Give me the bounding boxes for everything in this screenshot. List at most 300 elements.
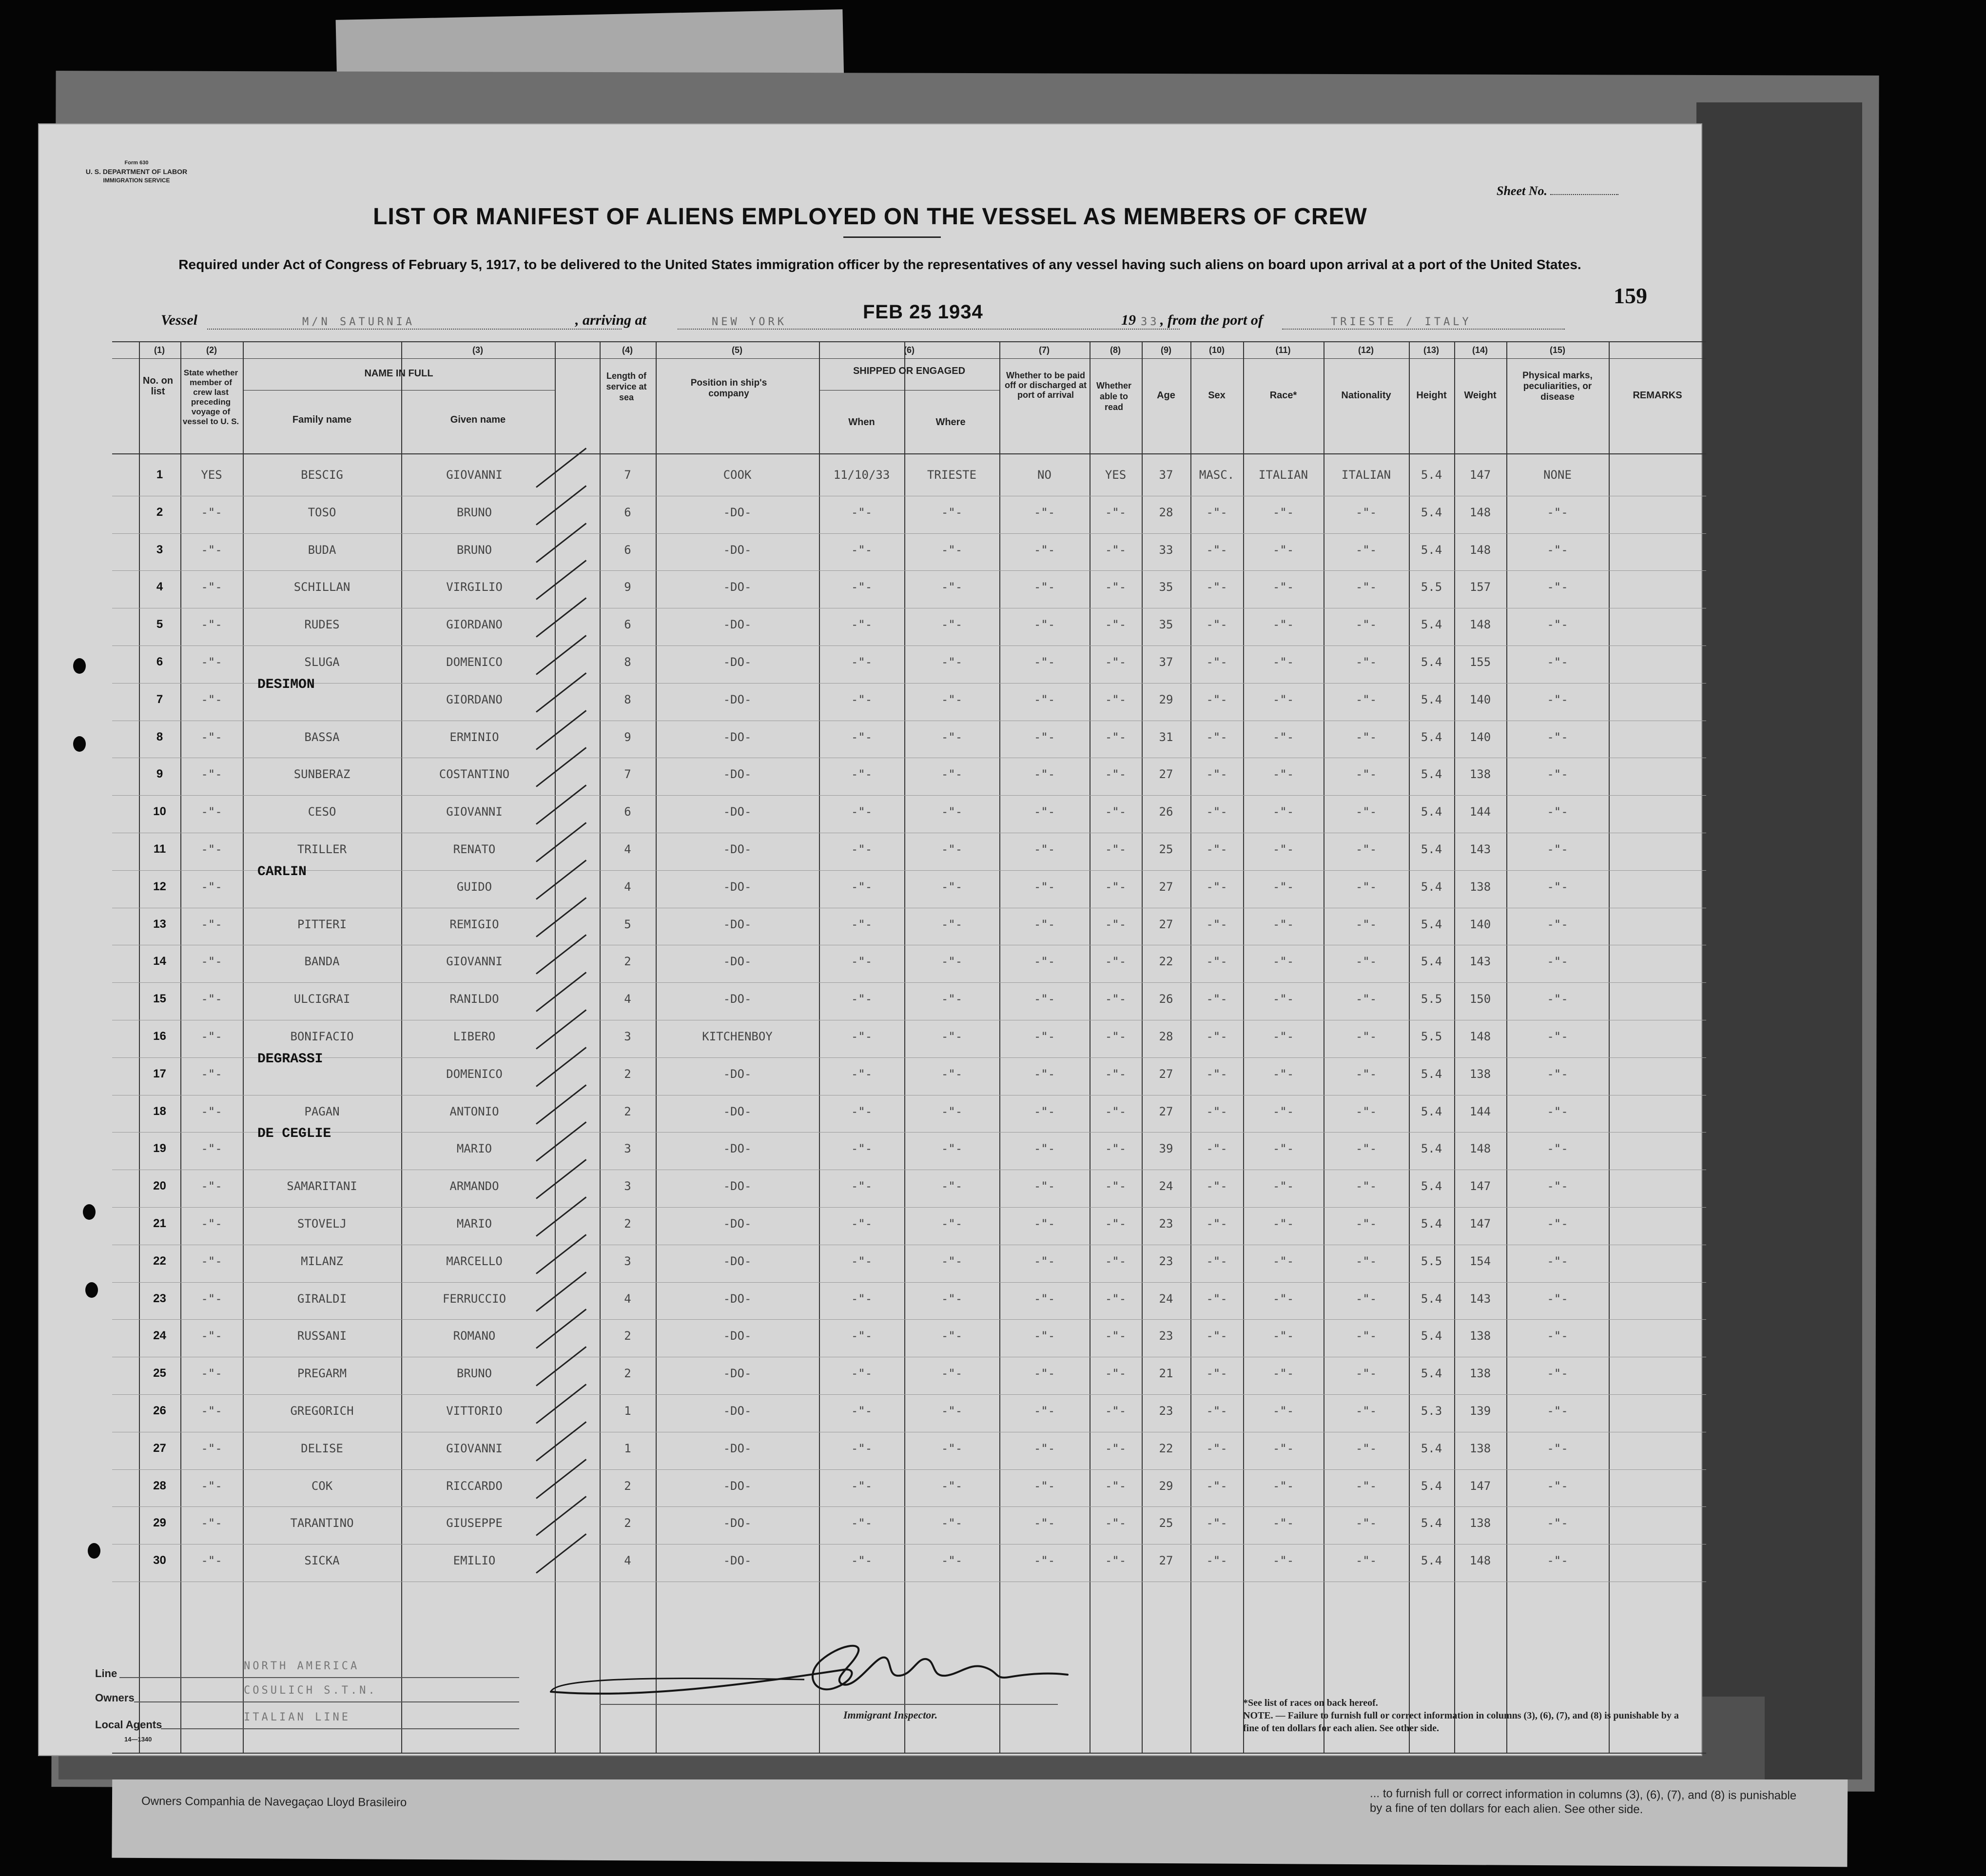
cell-race: -"- [1272, 1329, 1294, 1343]
cell-family: DE CEGLIE [257, 1126, 331, 1142]
cell-pos: -DO- [723, 917, 752, 931]
cell-given: MARIO [456, 1217, 492, 1231]
cell-prev: -"- [201, 1291, 222, 1306]
cell-race: -"- [1272, 1217, 1294, 1231]
cell-family: STOVELJ [297, 1217, 347, 1231]
header-no-on-list: No. on list [142, 375, 174, 397]
cell-when: -"- [851, 1479, 873, 1493]
cell-len: 8 [624, 692, 631, 706]
cell-nat: -"- [1355, 692, 1377, 706]
cell-family: TRILLER [297, 842, 347, 856]
cell-len: 2 [624, 1067, 631, 1081]
cell-age: 27 [1159, 1104, 1173, 1118]
cell-given: RENATO [453, 842, 496, 856]
cell-marks: -"- [1547, 1291, 1568, 1306]
cell-given: GUIDO [456, 879, 492, 894]
cell-race: -"- [1272, 730, 1294, 744]
cell-race: -"- [1272, 1179, 1294, 1193]
cell-when: -"- [851, 1179, 873, 1193]
cell-prev: -"- [201, 1441, 222, 1455]
cell-no: 6 [156, 655, 163, 668]
cell-prev: -"- [201, 1179, 222, 1193]
cell-weight: 140 [1469, 730, 1491, 744]
cell-height: 5.3 [1421, 1404, 1442, 1418]
cell-marks: -"- [1547, 842, 1568, 856]
cell-when: -"- [851, 1104, 873, 1118]
cell-height: 5.4 [1421, 655, 1442, 669]
cell-marks: -"- [1547, 543, 1568, 557]
cell-sex: -"- [1206, 1367, 1227, 1381]
cell-marks: -"- [1547, 730, 1568, 744]
cell-family: MILANZ [301, 1254, 343, 1268]
header-length-service: Length of service at sea [606, 371, 647, 402]
cell-nat: -"- [1355, 730, 1377, 744]
cell-age: 24 [1159, 1179, 1173, 1193]
cell-sex: -"- [1206, 1142, 1227, 1156]
cell-prev: -"- [201, 1067, 222, 1081]
cell-given: ROMANO [453, 1329, 496, 1343]
header-physical-marks: Physical marks, peculiarities, or disease [1522, 371, 1593, 402]
cell-weight: 148 [1469, 1554, 1491, 1568]
cell-pos: -DO- [723, 842, 752, 856]
arriving-label: , arriving at [575, 312, 646, 328]
cell-when: -"- [851, 543, 873, 557]
cell-race: -"- [1272, 580, 1294, 594]
cell-pos: -DO- [723, 1479, 752, 1493]
cell-nat: -"- [1355, 618, 1377, 632]
cell-age: 23 [1159, 1254, 1173, 1268]
cell-read: -"- [1105, 1441, 1127, 1455]
cell-paid: -"- [1033, 992, 1055, 1006]
cell-sex: MASC. [1199, 468, 1235, 482]
cell-sex: -"- [1206, 955, 1227, 969]
cell-family: COK [311, 1479, 333, 1493]
page-number: 159 [1614, 283, 1647, 308]
cell-when: -"- [851, 1254, 873, 1268]
cell-nat: -"- [1355, 1441, 1377, 1455]
cell-when: -"- [851, 1217, 873, 1231]
cell-race: -"- [1272, 1479, 1294, 1493]
cell-race: -"- [1272, 1030, 1294, 1043]
cell-len: 6 [624, 805, 631, 819]
cell-race: -"- [1272, 917, 1294, 931]
cell-given: BRUNO [456, 505, 492, 519]
cell-when: -"- [851, 842, 873, 856]
cell-read: -"- [1105, 1217, 1127, 1231]
cell-nat: -"- [1355, 992, 1377, 1006]
cell-prev: -"- [201, 917, 222, 931]
cell-weight: 138 [1469, 1441, 1491, 1455]
cell-pos: -DO- [723, 1104, 752, 1118]
cell-read: -"- [1105, 1067, 1127, 1081]
port-label: , from the port of [1160, 312, 1263, 328]
cell-weight: 154 [1469, 1254, 1491, 1268]
cell-race: -"- [1272, 805, 1294, 819]
cell-marks: -"- [1547, 1441, 1568, 1455]
agents-label: Local Agents [95, 1719, 162, 1731]
cell-given: ERMINIO [449, 730, 499, 744]
cell-weight: 138 [1469, 767, 1491, 782]
cell-paid: -"- [1033, 767, 1055, 782]
cell-prev: -"- [201, 1329, 222, 1343]
cell-paid: -"- [1033, 917, 1055, 931]
cell-prev: -"- [201, 1030, 222, 1043]
cell-prev: -"- [201, 1217, 222, 1231]
cell-len: 9 [624, 730, 631, 744]
cell-height: 5.4 [1421, 618, 1442, 632]
cell-family: BONIFACIO [290, 1030, 354, 1043]
cell-pos: -DO- [723, 1367, 752, 1381]
cell-len: 4 [624, 992, 631, 1006]
cell-race: -"- [1272, 1516, 1294, 1530]
cell-family: DELISE [301, 1441, 343, 1455]
cell-height: 5.4 [1421, 1479, 1442, 1493]
cell-sex: -"- [1206, 842, 1227, 856]
cell-sex: -"- [1206, 879, 1227, 894]
cell-weight: 138 [1469, 1329, 1491, 1343]
cell-marks: -"- [1547, 1479, 1568, 1493]
column-number: (1) [154, 345, 165, 355]
title-underline [843, 236, 941, 238]
cell-race: -"- [1272, 1404, 1294, 1418]
cell-nat: -"- [1355, 1104, 1377, 1118]
cell-height: 5.4 [1421, 1441, 1442, 1455]
cell-age: 23 [1159, 1217, 1173, 1231]
cell-marks: -"- [1547, 1179, 1568, 1193]
cell-prev: -"- [201, 580, 222, 594]
cell-nat: -"- [1355, 879, 1377, 894]
cell-age: 35 [1159, 580, 1173, 594]
cell-when: -"- [851, 767, 873, 782]
cell-age: 26 [1159, 992, 1173, 1006]
year-suffix: 33 [1141, 316, 1160, 328]
cell-pos: -DO- [723, 730, 752, 744]
manifest-sheet [39, 124, 1701, 1755]
cell-height: 5.4 [1421, 692, 1442, 706]
cell-read: -"- [1105, 842, 1127, 856]
cell-len: 9 [624, 580, 631, 594]
cell-read: -"- [1105, 505, 1127, 519]
cell-race: -"- [1272, 692, 1294, 706]
cell-weight: 147 [1469, 1479, 1491, 1493]
cell-nat: -"- [1355, 1217, 1377, 1231]
cell-pos: -DO- [723, 1516, 752, 1530]
cell-height: 5.4 [1421, 805, 1442, 819]
cell-weight: 148 [1469, 543, 1491, 557]
cell-len: 4 [624, 1554, 631, 1568]
cell-sex: -"- [1206, 1067, 1227, 1081]
cell-prev: -"- [201, 1404, 222, 1418]
column-number: (11) [1275, 345, 1291, 355]
cell-read: -"- [1105, 767, 1127, 782]
cell-len: 2 [624, 1516, 631, 1530]
cell-pos: -DO- [723, 1329, 752, 1343]
cell-family: GREGORICH [290, 1404, 354, 1418]
cell-paid: -"- [1033, 505, 1055, 519]
page-title: LIST OR MANIFEST OF ALIENS EMPLOYED ON THE VESSEL AS MEMBERS OF CREW [373, 204, 1367, 230]
cell-read: -"- [1105, 730, 1127, 744]
cell-read: -"- [1105, 805, 1127, 819]
cell-given: LIBERO [453, 1030, 496, 1043]
cell-age: 27 [1159, 1554, 1173, 1568]
agents-value: ITALIAN LINE [244, 1711, 350, 1723]
cell-where: -"- [941, 1329, 963, 1343]
header-position: Position in ship's company [690, 378, 767, 399]
cell-pos: -DO- [723, 1404, 752, 1418]
cell-pos: -DO- [723, 580, 752, 594]
line-label: Line [95, 1667, 117, 1680]
back-sheet-note: ... to furnish full or correct information in columns (3), (6), (7), and (8) is punishable by a fine of ten dollars for each alien. See other side. [1369, 1787, 1797, 1817]
cell-read: -"- [1105, 1254, 1127, 1268]
cell-len: 4 [624, 1291, 631, 1306]
cell-where: -"- [941, 1030, 963, 1043]
cell-pos: -DO- [723, 805, 752, 819]
cell-height: 5.4 [1421, 955, 1442, 969]
cell-len: 6 [624, 543, 631, 557]
cell-nat: -"- [1355, 805, 1377, 819]
cell-race: -"- [1272, 992, 1294, 1006]
cell-prev: -"- [201, 543, 222, 557]
cell-paid: -"- [1033, 1329, 1055, 1343]
cell-given: GIUSEPPE [446, 1516, 503, 1530]
cell-read: -"- [1105, 1142, 1127, 1156]
cell-marks: -"- [1547, 505, 1568, 519]
cell-marks: -"- [1547, 1104, 1568, 1118]
cell-when: -"- [851, 917, 873, 931]
cell-paid: -"- [1033, 1067, 1055, 1081]
cell-family: ULCIGRAI [293, 992, 350, 1006]
cell-age: 23 [1159, 1404, 1173, 1418]
cell-race: -"- [1272, 1554, 1294, 1568]
cell-no: 19 [153, 1142, 166, 1155]
cell-no: 15 [153, 992, 166, 1006]
cell-where: -"- [941, 1441, 963, 1455]
cell-when: -"- [851, 1367, 873, 1381]
cell-paid: -"- [1033, 1516, 1055, 1530]
header-nationality: Nationality [1341, 390, 1391, 401]
cell-nat: -"- [1355, 1179, 1377, 1193]
cell-sex: -"- [1206, 1404, 1227, 1418]
cell-race: -"- [1272, 955, 1294, 969]
cell-marks: -"- [1547, 767, 1568, 782]
cell-pos: -DO- [723, 1441, 752, 1455]
vessel-value: M/N SATURNIA [302, 316, 415, 328]
cell-pos: -DO- [723, 1217, 752, 1231]
cell-len: 3 [624, 1179, 631, 1193]
cell-no: 28 [153, 1479, 166, 1492]
cell-paid: -"- [1033, 1254, 1055, 1268]
cell-family: BASSA [304, 730, 340, 744]
cell-age: 26 [1159, 805, 1173, 819]
cell-read: -"- [1105, 917, 1127, 931]
cell-marks: -"- [1547, 692, 1568, 706]
column-number: (10) [1208, 345, 1225, 355]
cell-height: 5.5 [1421, 1030, 1442, 1043]
cell-marks: -"- [1547, 1554, 1568, 1568]
cell-family: CARLIN [257, 864, 307, 879]
cell-pos: -DO- [723, 1291, 752, 1306]
cell-paid: -"- [1033, 1554, 1055, 1568]
cell-given: MARIO [456, 1142, 492, 1156]
port-value: TRIESTE / ITALY [1331, 316, 1472, 328]
cell-read: -"- [1105, 879, 1127, 894]
header-given-name: Given name [450, 414, 506, 425]
cell-given: GIOVANNI [446, 468, 503, 482]
cell-height: 5.4 [1421, 730, 1442, 744]
cell-prev: -"- [201, 1142, 222, 1156]
cell-family: SLUGA [304, 655, 340, 669]
cell-marks: -"- [1547, 1030, 1568, 1043]
cell-height: 5.4 [1421, 1067, 1442, 1081]
cell-sex: -"- [1206, 1441, 1227, 1455]
cell-prev: -"- [201, 992, 222, 1006]
cell-weight: 138 [1469, 1367, 1491, 1381]
punch-hole [83, 1204, 96, 1220]
cell-given: REMIGIO [449, 917, 499, 931]
cell-len: 3 [624, 1254, 631, 1268]
cell-no: 24 [153, 1329, 166, 1343]
cell-marks: NONE [1543, 468, 1572, 482]
cell-pos: -DO- [723, 879, 752, 894]
cell-family: CESO [308, 805, 336, 819]
cell-when: -"- [851, 1067, 873, 1081]
cell-no: 5 [156, 618, 163, 631]
cell-sex: -"- [1206, 580, 1227, 594]
cell-paid: -"- [1033, 805, 1055, 819]
cell-when: -"- [851, 1404, 873, 1418]
cell-family: RUDES [304, 618, 340, 632]
sheet-number-label: Sheet No. [1497, 184, 1547, 198]
cell-race: -"- [1272, 1441, 1294, 1455]
cell-height: 5.5 [1421, 1254, 1442, 1268]
cell-age: 25 [1159, 1516, 1173, 1530]
cell-prev: -"- [201, 1516, 222, 1530]
department-name: U. S. DEPARTMENT OF LABOR [85, 168, 188, 176]
cell-no: 29 [153, 1516, 166, 1530]
cell-weight: 144 [1469, 1104, 1491, 1118]
cell-sex: -"- [1206, 1291, 1227, 1306]
cell-paid: -"- [1033, 1030, 1055, 1043]
cell-family: DESIMON [257, 677, 315, 692]
cell-len: 3 [624, 1030, 631, 1043]
cell-when: -"- [851, 805, 873, 819]
cell-age: 23 [1159, 1329, 1173, 1343]
cell-age: 22 [1159, 1441, 1173, 1455]
cell-height: 5.4 [1421, 505, 1442, 519]
owners-label: Owners [95, 1692, 135, 1704]
cell-nat: -"- [1355, 1479, 1377, 1493]
cell-given: VIRGILIO [446, 580, 503, 594]
cell-family: PITTERI [297, 917, 347, 931]
cell-len: 6 [624, 505, 631, 519]
cell-when: -"- [851, 730, 873, 744]
cell-nat: -"- [1355, 1067, 1377, 1081]
cell-sex: -"- [1206, 692, 1227, 706]
cell-pos: -DO- [723, 955, 752, 969]
cell-weight: 143 [1469, 842, 1491, 856]
cell-paid: -"- [1033, 730, 1055, 744]
header-when: When [848, 417, 875, 428]
cell-read: -"- [1105, 1516, 1127, 1530]
cell-where: -"- [941, 842, 963, 856]
cell-paid: -"- [1033, 1404, 1055, 1418]
cell-paid: -"- [1033, 692, 1055, 706]
cell-nat: -"- [1355, 1254, 1377, 1268]
cell-paid: -"- [1033, 1291, 1055, 1306]
cell-marks: -"- [1547, 805, 1568, 819]
cell-read: -"- [1105, 1554, 1127, 1568]
cell-read: -"- [1105, 618, 1127, 632]
cell-family: BANDA [304, 955, 340, 969]
cell-age: 31 [1159, 730, 1173, 744]
cell-paid: -"- [1033, 618, 1055, 632]
cell-pos: -DO- [723, 1179, 752, 1193]
cell-no: 14 [153, 955, 166, 968]
cell-when: -"- [851, 1142, 873, 1156]
cell-pos: -DO- [723, 692, 752, 706]
cell-race: -"- [1272, 767, 1294, 782]
cell-sex: -"- [1206, 1254, 1227, 1268]
cell-where: -"- [941, 1104, 963, 1118]
cell-race: ITALIAN [1258, 468, 1308, 482]
cell-len: 2 [624, 1329, 631, 1343]
cell-marks: -"- [1547, 1217, 1568, 1231]
cell-read: -"- [1105, 1479, 1127, 1493]
cell-race: -"- [1272, 505, 1294, 519]
cell-when: -"- [851, 655, 873, 669]
cell-marks: -"- [1547, 1254, 1568, 1268]
header-age: Age [1157, 390, 1175, 401]
cell-weight: 148 [1469, 505, 1491, 519]
cell-age: 27 [1159, 767, 1173, 782]
cell-len: 1 [624, 1441, 631, 1455]
cell-where: -"- [941, 1367, 963, 1381]
cell-no: 22 [153, 1254, 166, 1268]
header-paid-off: Whether to be paid off or discharged at port of arrival [1004, 371, 1087, 400]
cell-where: -"- [941, 1217, 963, 1231]
cell-given: GIOVANNI [446, 955, 503, 969]
column-number: (9) [1161, 345, 1171, 355]
cell-sex: -"- [1206, 655, 1227, 669]
cell-age: 35 [1159, 618, 1173, 632]
cell-nat: -"- [1355, 1367, 1377, 1381]
cell-pos: -DO- [723, 1067, 752, 1081]
cell-pos: -DO- [723, 655, 752, 669]
column-number: (15) [1549, 345, 1565, 355]
cell-given: VITTORIO [446, 1404, 503, 1418]
cell-when: -"- [851, 580, 873, 594]
header-remarks: REMARKS [1633, 390, 1682, 401]
cell-race: -"- [1272, 543, 1294, 557]
cell-paid: -"- [1033, 1217, 1055, 1231]
cell-when: -"- [851, 955, 873, 969]
cell-race: -"- [1272, 655, 1294, 669]
cell-len: 4 [624, 842, 631, 856]
cell-paid: -"- [1033, 1104, 1055, 1118]
cell-when: -"- [851, 1516, 873, 1530]
cell-family: BUDA [308, 543, 336, 557]
cell-family: DEGRASSI [257, 1051, 323, 1067]
cell-given: EMILIO [453, 1554, 496, 1568]
cell-paid: -"- [1033, 543, 1055, 557]
cell-no: 2 [156, 505, 163, 519]
cell-height: 5.4 [1421, 1179, 1442, 1193]
cell-where: -"- [941, 955, 963, 969]
cell-family: SAMARITANI [287, 1179, 357, 1193]
punch-hole [73, 658, 86, 674]
cell-weight: 148 [1469, 1030, 1491, 1043]
cell-given: ARMANDO [449, 1179, 499, 1193]
